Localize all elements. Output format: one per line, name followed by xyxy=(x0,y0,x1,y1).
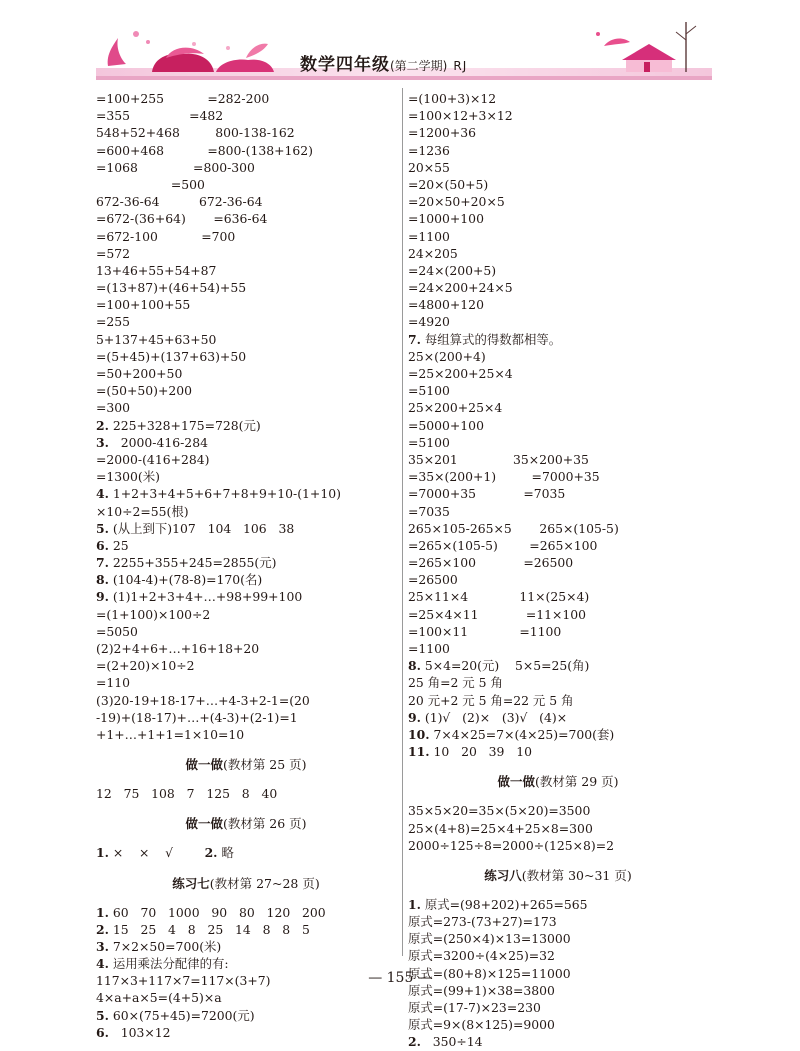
answer-line xyxy=(96,434,396,451)
question-number: 11. xyxy=(408,744,430,760)
answer-text: =5000+100 xyxy=(408,417,484,433)
answer-line xyxy=(96,674,396,691)
answer-line xyxy=(408,176,708,193)
answer-text: =1100 xyxy=(408,641,450,656)
answer-line xyxy=(96,606,396,623)
answer-text: 25×200+25×4 xyxy=(408,400,503,416)
answer-text: 548+52+468 800-138-162 xyxy=(96,125,295,141)
section-heading: 练习八(教材第 30~31 页) xyxy=(484,867,632,883)
answer-line xyxy=(408,802,708,819)
answer-text: =110 xyxy=(96,675,131,691)
answer-line xyxy=(96,245,396,262)
question-number: 2. xyxy=(96,921,109,937)
answer-line xyxy=(408,588,708,605)
answer-text: ×10÷2=55(根) xyxy=(96,503,189,519)
answer-line xyxy=(96,640,396,657)
question-number: 10. xyxy=(408,726,430,742)
answer-text: =24×200+24×5 xyxy=(408,280,513,296)
question-number: 1. xyxy=(96,845,109,861)
column-divider xyxy=(402,88,403,956)
section-heading: 做一做(教材第 26 页) xyxy=(185,816,307,832)
question-number: 6. xyxy=(96,537,109,553)
answer-line xyxy=(96,1007,396,1024)
answer-line xyxy=(96,124,396,141)
answer-line xyxy=(96,537,396,554)
question-number: 4. xyxy=(96,956,109,972)
answer-text: =25×4×11 =11×100 xyxy=(408,606,587,622)
question-number: 6. xyxy=(96,1024,109,1040)
answer-line xyxy=(96,142,396,159)
answer-text: 原式=(250×4)×13=13000 xyxy=(408,931,571,947)
answer-text: 25 xyxy=(108,537,129,553)
question-number: 8. xyxy=(96,572,109,588)
answer-text: 20 元+2 元 5 角=22 元 5 角 xyxy=(408,692,574,708)
page-number: — 155 — xyxy=(368,970,432,986)
answer-text: 12 75 108 7 125 8 40 xyxy=(96,786,278,802)
answer-text: =4920 xyxy=(408,314,450,330)
answer-line xyxy=(96,588,396,605)
answer-line xyxy=(408,743,708,760)
answer-line xyxy=(408,554,708,571)
answer-text: =4800+120 xyxy=(408,297,484,313)
answer-line xyxy=(408,382,708,399)
house-tree-decoration xyxy=(596,22,696,72)
answer-text: =1100 xyxy=(408,228,450,244)
answer-line xyxy=(96,382,396,399)
question-number: 5. xyxy=(96,1007,109,1023)
answer-text: 7×2×50=700(米) xyxy=(108,938,222,954)
answer-line xyxy=(96,331,396,348)
answer-line xyxy=(408,726,708,743)
answer-text: 103×12 xyxy=(108,1024,171,1040)
answer-line xyxy=(408,930,708,947)
answer-line xyxy=(408,606,708,623)
answer-line xyxy=(96,365,396,382)
answer-text: 原式=9×(8×125)=9000 xyxy=(408,1017,555,1033)
question-number: 2. xyxy=(204,845,218,861)
answer-text: 25 角=2 元 5 角 xyxy=(408,675,503,691)
answer-line xyxy=(408,692,708,709)
answer-text: (从上到下)107 104 106 38 xyxy=(108,520,295,536)
section-heading: 做一做(教材第 29 页) xyxy=(497,774,619,790)
answer-line xyxy=(408,245,708,262)
answer-text: 原式=3200÷(4×25)=32 xyxy=(408,948,555,964)
answer-text: =1000+100 xyxy=(408,211,484,227)
answer-line xyxy=(408,279,708,296)
answer-text: 2255+355+245=2855(元) xyxy=(108,555,277,571)
answer-text: =7000+35 =7035 xyxy=(408,486,566,502)
question-number: 2. xyxy=(408,1034,421,1050)
answer-text: =25×200+25×4 xyxy=(408,366,513,381)
answer-text: 225+328+175=728(元) xyxy=(108,417,261,433)
answer-text: 1+2+3+4+5+6+7+8+9+10-(1+10) xyxy=(108,486,341,502)
left-column xyxy=(96,90,396,1041)
answer-line xyxy=(408,537,708,554)
question-number: 8. xyxy=(408,658,421,674)
answer-line xyxy=(408,417,708,434)
answer-line xyxy=(408,1016,708,1033)
question-number: 1. xyxy=(96,904,109,920)
answer-text: =50+200+50 xyxy=(96,366,183,381)
answer-line xyxy=(96,554,396,571)
answer-text: =265×(105-5) =265×100 xyxy=(408,537,598,553)
answer-text: 每组算式的得数都相等。 xyxy=(420,331,562,347)
answer-text: =672-(36+64) =636-64 xyxy=(96,211,268,227)
answer-text: =(13+87)+(46+54)+55 xyxy=(96,280,247,296)
answer-text: =300 xyxy=(96,400,131,416)
answer-line xyxy=(408,640,708,657)
answer-text: 35×201 35×200+35 xyxy=(408,451,589,467)
book-edition: RJ xyxy=(453,59,468,73)
answer-text: =26500 xyxy=(408,572,458,588)
answer-line xyxy=(96,348,396,365)
answer-line xyxy=(96,623,396,640)
answer-line xyxy=(96,313,396,330)
answer-line xyxy=(96,417,396,434)
answer-line xyxy=(96,159,396,176)
question-number: 7. xyxy=(96,555,109,571)
answer-line xyxy=(96,228,396,245)
answer-text: =1236 xyxy=(408,142,450,158)
question-number: 4. xyxy=(96,486,109,502)
page-header xyxy=(300,50,467,75)
answer-line xyxy=(408,262,708,279)
answer-text: =2000-(416+284) xyxy=(96,451,210,467)
answer-text: 25×11×4 11×(25×4) xyxy=(408,589,590,605)
book-title: 数学四年级 xyxy=(300,55,390,75)
question-number: 3. xyxy=(96,434,109,450)
answer-line xyxy=(96,107,396,124)
answer-line xyxy=(408,913,708,930)
answer-text: =100+255 =282-200 xyxy=(96,91,270,106)
section-heading: 练习七(教材第 27~28 页) xyxy=(172,875,320,891)
answer-line xyxy=(408,837,708,854)
answer-text: =(50+50)+200 xyxy=(96,383,192,399)
answer-text: =20×50+20×5 xyxy=(408,194,505,210)
answer-line xyxy=(96,279,396,296)
answer-line xyxy=(96,210,396,227)
answer-line xyxy=(96,1024,396,1041)
answer-text: 5+137+45+63+50 xyxy=(96,331,217,347)
answer-text: =100×11 =1100 xyxy=(408,623,562,639)
answer-line xyxy=(408,331,708,348)
answer-line xyxy=(408,674,708,691)
answer-text: -19)+(18-17)+…+(4-3)+(2-1)=1 xyxy=(96,709,298,725)
answer-text: (2)2+4+6+…+16+18+20 xyxy=(96,641,260,656)
question-number: 2. xyxy=(96,417,109,433)
answer-text: 10 20 39 10 xyxy=(429,744,533,760)
answer-text: 原式=(98+202)+265=565 xyxy=(420,896,588,912)
answer-text: 运用乘法分配律的有: xyxy=(108,956,229,972)
answer-line xyxy=(408,142,708,159)
answer-text: 20×55 xyxy=(408,159,450,175)
answer-line xyxy=(408,313,708,330)
answer-text: × × √ xyxy=(108,845,205,861)
answer-line xyxy=(408,1033,708,1050)
answer-line xyxy=(96,485,396,502)
answer-text: 5×4=20(元) 5×5=25(角) xyxy=(420,658,590,674)
answer-text: =355 =482 xyxy=(96,108,224,124)
answer-line xyxy=(96,262,396,279)
answer-line xyxy=(408,193,708,210)
answer-text: =1068 =800-300 xyxy=(96,159,255,175)
answer-text: =(1+100)×100÷2 xyxy=(96,606,211,622)
answer-line xyxy=(408,451,708,468)
answer-text: 略 xyxy=(217,845,234,861)
question-number: 3. xyxy=(96,938,109,954)
answer-text: 265×105-265×5 265×(105-5) xyxy=(408,520,619,536)
answer-line xyxy=(408,107,708,124)
answer-text: =600+468 =800-(138+162) xyxy=(96,142,313,158)
answer-line xyxy=(408,820,708,837)
answer-text: 7×4×25=7×(4×25)=700(套) xyxy=(429,726,615,742)
answer-text: 60×(75+45)=7200(元) xyxy=(108,1007,255,1023)
answer-text: (3)20-19+18-17+…+4-3+2-1=(20 xyxy=(96,692,310,708)
answer-line xyxy=(408,210,708,227)
question-number: 5. xyxy=(96,520,109,536)
answer-text: =7035 xyxy=(408,503,450,519)
answer-line xyxy=(408,124,708,141)
answer-line xyxy=(408,623,708,640)
answer-text: 2000÷125÷8=2000÷(125×8)=2 xyxy=(408,837,614,853)
book-subtitle: (第二学期) xyxy=(390,59,448,73)
answer-line xyxy=(96,709,396,726)
answer-text: 原式=(80+8)×125=11000 xyxy=(408,965,571,981)
answer-line xyxy=(408,709,708,726)
answer-text: =672-100 =700 xyxy=(96,228,236,244)
answer-text: 原式=(99+1)×38=3800 xyxy=(408,982,555,998)
answer-line xyxy=(96,520,396,537)
answer-line xyxy=(96,296,396,313)
answer-text: +1+…+1+1=1×10=10 xyxy=(96,726,245,742)
answer-text: =500 xyxy=(96,176,205,192)
answer-text: =(2+20)×10÷2 xyxy=(96,658,195,674)
answer-text: =35×(200+1) =7000+35 xyxy=(408,469,600,485)
answer-text: 4×a+a×5=(4+5)×a xyxy=(96,990,222,1006)
answer-text: 2000-416-284 xyxy=(108,434,208,450)
answer-line xyxy=(408,159,708,176)
answer-text: (104-4)+(78-8)=170(名) xyxy=(108,572,263,588)
answer-line xyxy=(96,938,396,955)
answer-text: 24×205 xyxy=(408,245,458,261)
answer-line xyxy=(408,228,708,245)
answer-line xyxy=(96,193,396,210)
answer-line xyxy=(96,451,396,468)
answer-line xyxy=(408,468,708,485)
answer-line xyxy=(96,904,396,921)
answer-text: =20×(50+5) xyxy=(408,176,489,192)
answer-text: =24×(200+5) xyxy=(408,262,497,278)
answer-text: =100×12+3×12 xyxy=(408,108,513,124)
answer-text: 原式=(17-7)×23=230 xyxy=(408,1000,541,1015)
answer-text: 117×3+117×7=117×(3+7) xyxy=(96,973,271,989)
answer-text: =5050 xyxy=(96,623,138,639)
right-column xyxy=(408,90,708,1051)
answer-text: =5100 xyxy=(408,383,450,399)
answer-line xyxy=(408,999,708,1016)
answer-text: 672-36-64 672-36-64 xyxy=(96,194,263,210)
answer-line xyxy=(96,503,396,520)
answer-text: =265×100 =26500 xyxy=(408,555,574,571)
answer-line xyxy=(408,657,708,674)
answer-line xyxy=(96,844,396,861)
answer-line xyxy=(96,989,396,1006)
answer-text: 25×(200+4) xyxy=(408,348,486,364)
question-number: 1. xyxy=(408,896,421,912)
answer-text: =(100+3)×12 xyxy=(408,91,497,106)
answer-line xyxy=(408,520,708,537)
answer-line xyxy=(96,657,396,674)
answer-text: 15 25 4 8 25 14 8 8 5 xyxy=(108,921,310,937)
answer-text: 25×(4+8)=25×4+25×8=300 xyxy=(408,820,593,836)
answer-line xyxy=(408,365,708,382)
answer-text: (1)√ (2)× (3)√ (4)× xyxy=(420,709,568,725)
answer-line xyxy=(96,726,396,743)
answer-line xyxy=(408,399,708,416)
answer-line xyxy=(408,90,708,107)
answer-text: =255 xyxy=(96,314,131,330)
answer-line xyxy=(96,399,396,416)
answer-line xyxy=(96,785,396,802)
answer-line xyxy=(96,468,396,485)
answer-text: =5100 xyxy=(408,434,450,450)
section-heading: 做一做(教材第 25 页) xyxy=(185,757,307,773)
answer-text: =1300(米) xyxy=(96,469,160,485)
answer-line xyxy=(408,348,708,365)
answer-text: 350÷14 xyxy=(420,1034,483,1050)
header-rule xyxy=(96,76,712,80)
answer-text: (1)1+2+3+4+…+98+99+100 xyxy=(108,589,303,605)
question-number: 9. xyxy=(96,589,109,605)
answer-line xyxy=(96,176,396,193)
question-number: 9. xyxy=(408,709,421,725)
answer-line xyxy=(96,692,396,709)
answer-text: =(5+45)+(137+63)+50 xyxy=(96,348,247,364)
answer-line xyxy=(408,571,708,588)
answer-text: =1200+36 xyxy=(408,125,477,141)
answer-line xyxy=(408,947,708,964)
answer-text: =100+100+55 xyxy=(96,297,191,313)
answer-text: 35×5×20=35×(5×20)=3500 xyxy=(408,803,591,819)
answer-text: =572 xyxy=(96,245,131,261)
answer-line xyxy=(408,296,708,313)
answer-line xyxy=(408,434,708,451)
answer-line xyxy=(96,921,396,938)
answer-line xyxy=(408,485,708,502)
answer-line xyxy=(96,90,396,107)
answer-line xyxy=(408,503,708,520)
answer-text: 60 70 1000 90 80 120 200 xyxy=(108,904,326,920)
answer-text: 原式=273-(73+27)=173 xyxy=(408,914,557,930)
answer-line xyxy=(96,571,396,588)
answer-line xyxy=(408,896,708,913)
question-number: 7. xyxy=(408,331,421,347)
flower-blob-decoration xyxy=(108,31,274,72)
answer-text: 13+46+55+54+87 xyxy=(96,262,217,278)
